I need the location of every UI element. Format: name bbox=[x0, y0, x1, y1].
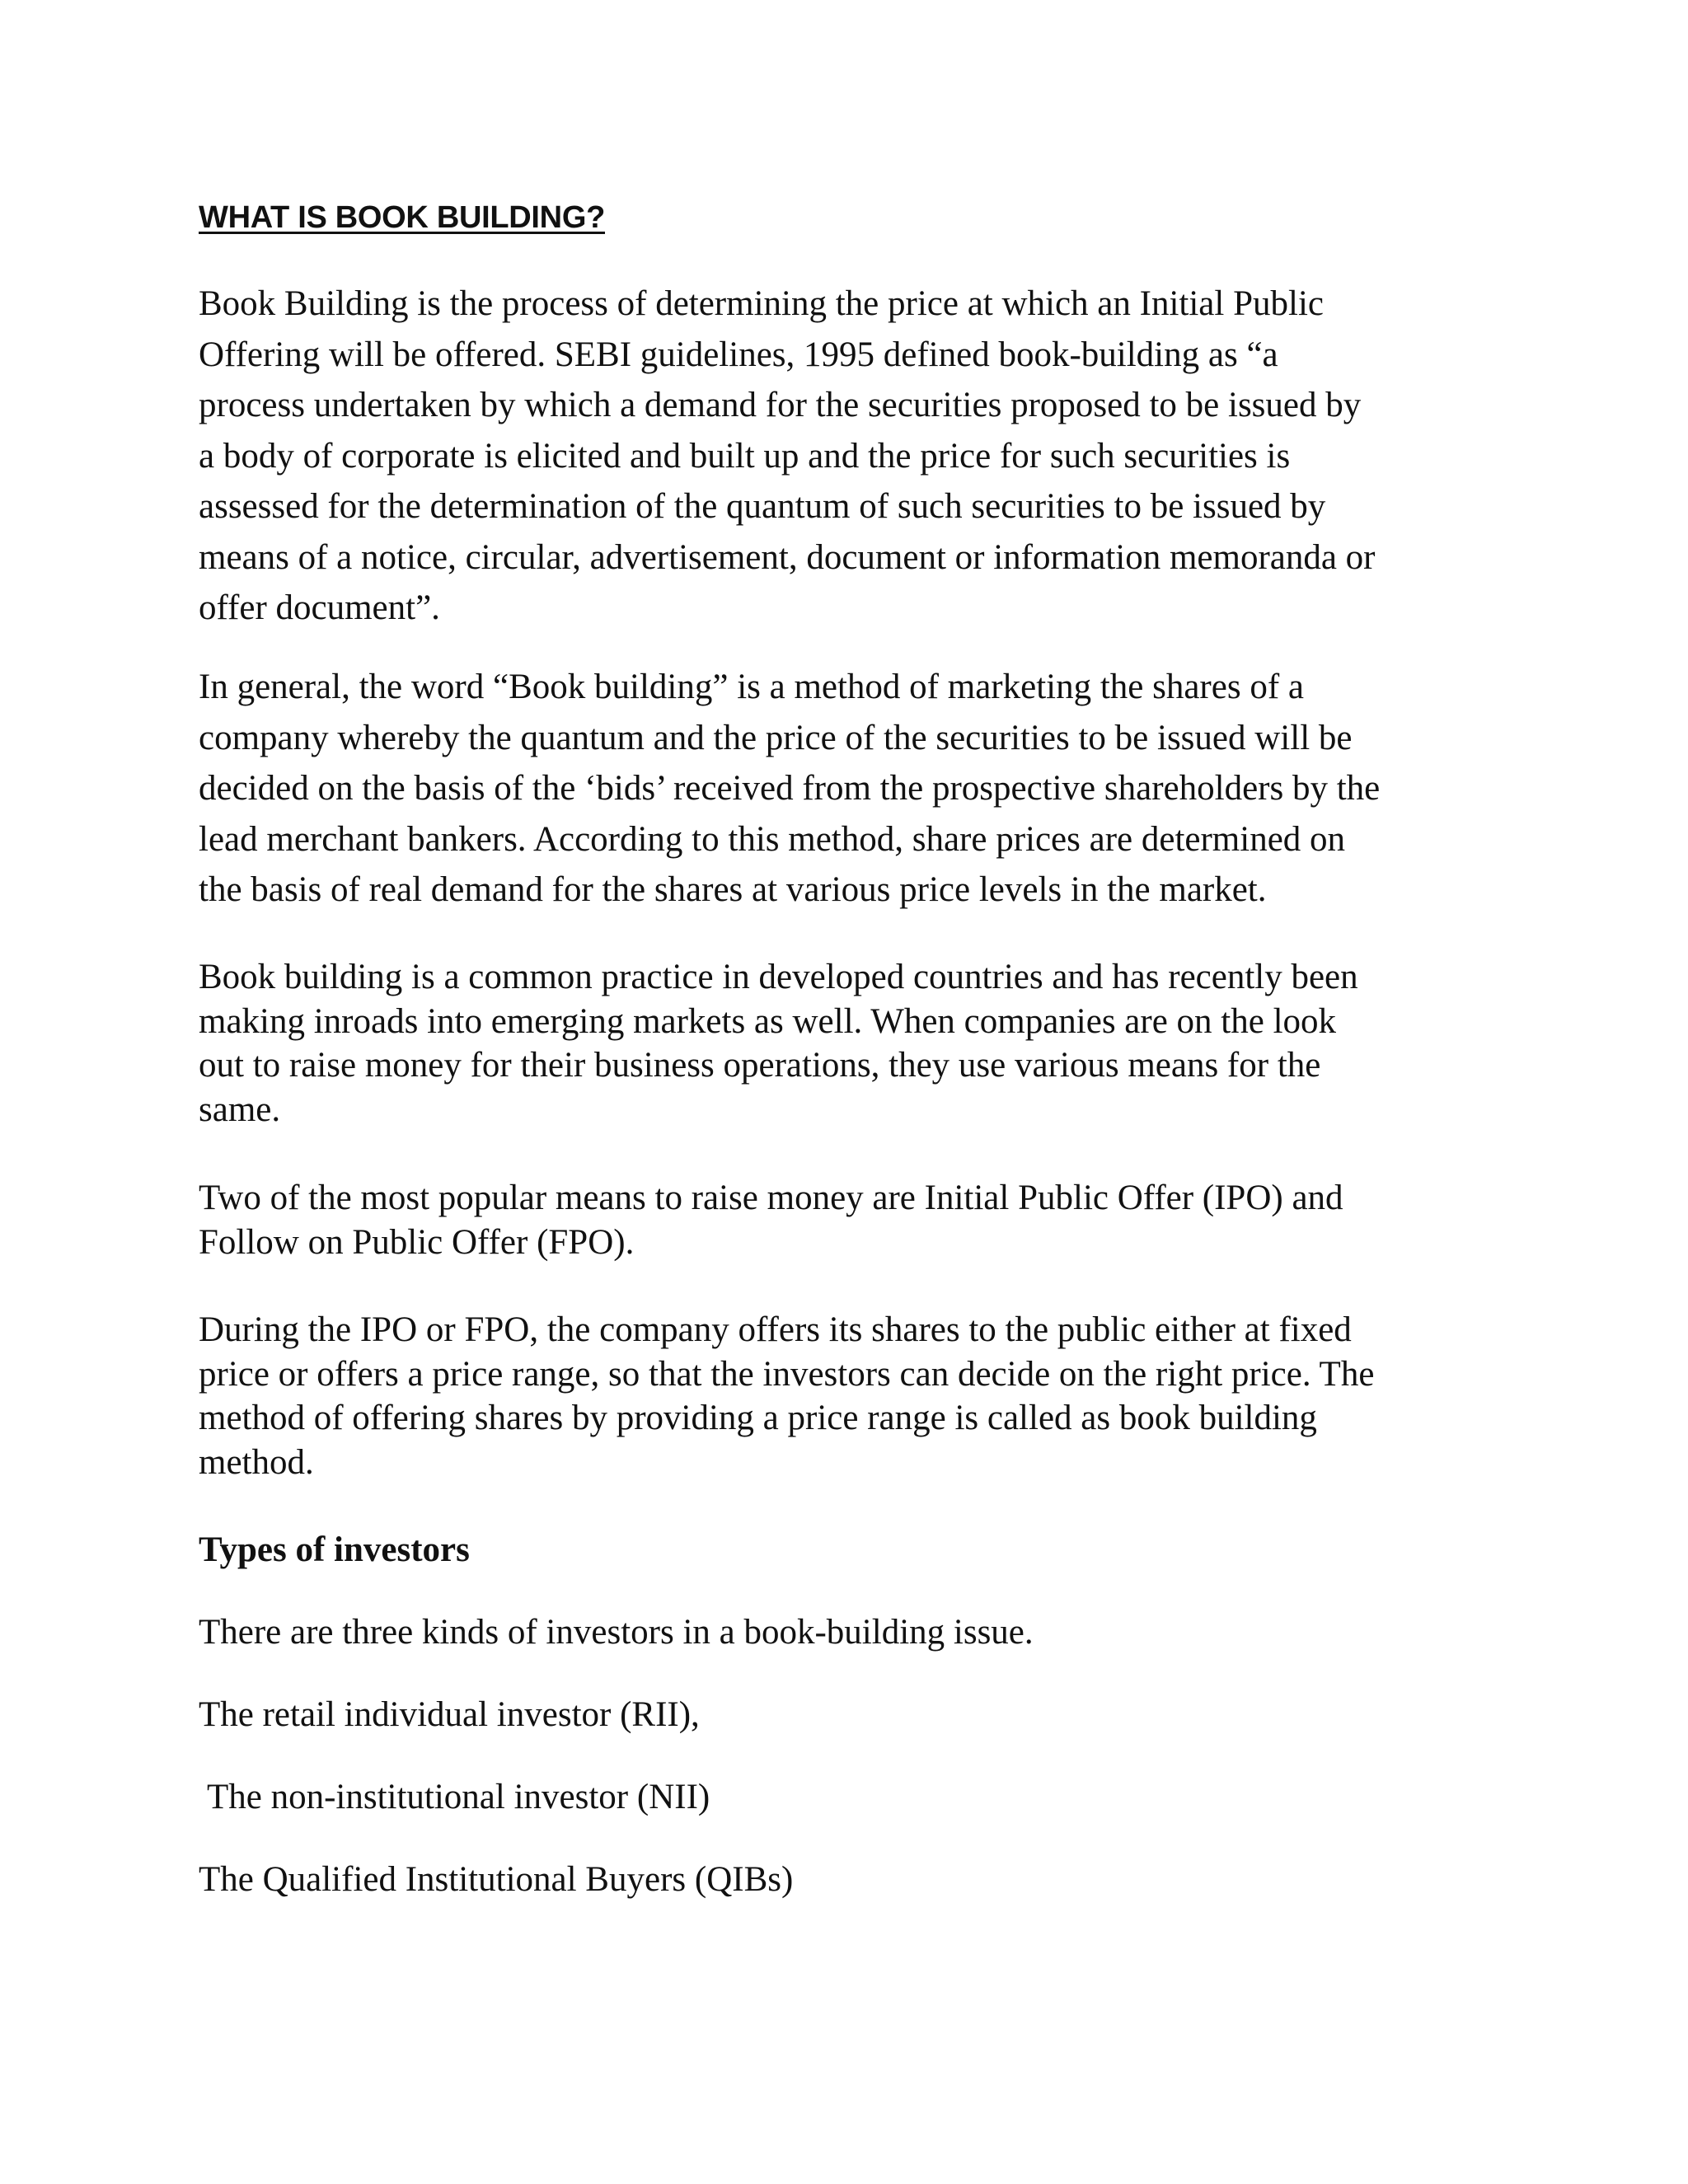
paragraph-general bbox=[199, 662, 1380, 916]
text-line: Offering will be offered. SEBI guidelines, 1995 defined book-building as “a bbox=[199, 335, 1278, 374]
text-line: process undertaken by which a demand for the securities proposed to be issued by bbox=[199, 386, 1362, 424]
investor-type-rii: The retail individual investor (RII), bbox=[199, 1695, 700, 1734]
text-line: In general, the word “Book building” is a method of marketing the shares of a bbox=[199, 668, 1304, 706]
text-line: out to raise money for their business operations, they use various means for the bbox=[199, 1046, 1321, 1085]
text-line: method. bbox=[199, 1442, 314, 1482]
text-line: lead merchant bankers. According to this method, share prices are determined on bbox=[199, 819, 1346, 859]
text-line: assessed for the determination of the quantum of such securities to be issued by bbox=[199, 487, 1326, 526]
investor-type-nii: The non-institutional investor (NII) bbox=[199, 1778, 710, 1816]
paragraph-common-practice bbox=[199, 955, 1358, 1132]
page-title: WHAT IS BOOK BUILDING? bbox=[199, 200, 605, 235]
text-line: making inroads into emerging markets as well. When companies are on the look bbox=[199, 1001, 1337, 1041]
text-line: decided on the basis of the ‘bids’ received from the prospective shareholders by the bbox=[199, 769, 1381, 808]
paragraph-investor-intro: There are three kinds of investors in a book-building issue. bbox=[199, 1613, 1034, 1652]
paragraph-ipo-fpo bbox=[199, 1308, 1374, 1484]
text-line: Book Building is the process of determining the price at which an Initial Public bbox=[199, 284, 1324, 323]
text-line: means of a notice, circular, advertisement, document or information memoranda or bbox=[199, 537, 1376, 577]
text-line: Follow on Public Offer (FPO). bbox=[199, 1222, 635, 1262]
text-line: During the IPO or FPO, the company offers its shares to the public either at fixed bbox=[199, 1310, 1352, 1349]
paragraph-popular-means bbox=[199, 1176, 1343, 1264]
text-line: the basis of real demand for the shares at various price levels in the market. bbox=[199, 870, 1267, 909]
text-line: method of offering shares by providing a price range is called as book building bbox=[199, 1399, 1317, 1437]
text-line: Book building is a common practice in developed countries and has recently been bbox=[199, 958, 1358, 996]
investor-type-qib: The Qualified Institutional Buyers (QIBs) bbox=[199, 1860, 794, 1899]
paragraph-definition bbox=[199, 279, 1376, 634]
section-heading-investors: Types of investors bbox=[199, 1530, 470, 1569]
text-line: company whereby the quantum and the price of the securities to be issued will be bbox=[199, 718, 1353, 757]
text-line: a body of corporate is elicited and built up and the price for such securities is bbox=[199, 436, 1291, 476]
text-line: price or offers a price range, so that the investors can decide on the right price. The bbox=[199, 1354, 1375, 1394]
text-line: Two of the most popular means to raise money are Initial Public Offer (IPO) and bbox=[199, 1179, 1343, 1217]
text-line: same. bbox=[199, 1090, 281, 1129]
text-line: offer document”. bbox=[199, 588, 440, 627]
